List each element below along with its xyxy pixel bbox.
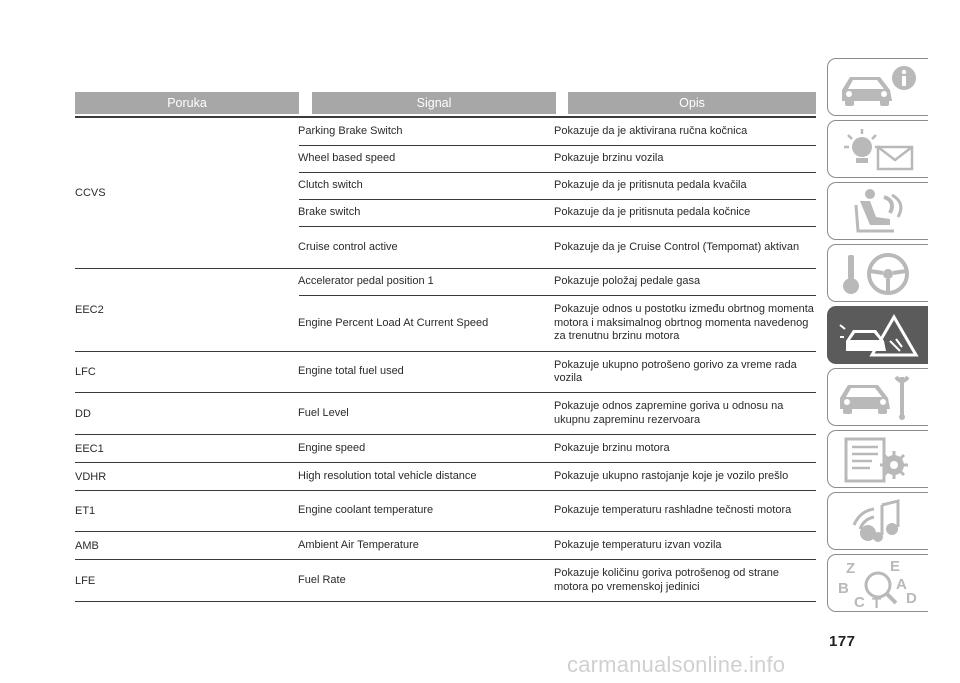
tab-specifications[interactable] (827, 430, 928, 488)
table-row (299, 269, 816, 295)
table-group-lfe (75, 560, 816, 602)
car-info-icon (836, 63, 922, 113)
header-signal: Signal (312, 92, 556, 114)
tab-warning-lights[interactable] (827, 120, 928, 178)
table-row (299, 295, 816, 351)
table-group-amb (75, 532, 816, 560)
index-letter: E (890, 559, 901, 575)
signal-cell: Accelerator pedal position 1 (298, 275, 434, 288)
key-steering-wheel-icon (836, 249, 922, 299)
opis-cell: Pokazuje brzinu vozila (554, 152, 664, 165)
signal-cell: Engine coolant temperature (298, 504, 434, 517)
table-row (299, 463, 816, 490)
table-group-eec2 (75, 269, 816, 352)
tab-key-steering[interactable] (827, 244, 928, 302)
group-code: VDHR (75, 470, 107, 483)
header-poruka: Poruka (75, 92, 299, 114)
group-code: ET1 (75, 505, 96, 517)
chapter-tabs (827, 58, 928, 616)
opis-cell: Pokazuje da je pritisnuta pedala kočnice (554, 206, 751, 219)
index-letter: T (872, 595, 882, 609)
opis-cell: Pokazuje količinu goriva potrošenog od strane motora po vremenskoj jedinici (554, 567, 780, 593)
table-group-lfc (75, 352, 816, 393)
seat-airbag-icon (836, 187, 922, 237)
opis-cell: Pokazuje da je pritisnuta pedala kvačila (554, 179, 747, 192)
group-code: AMB (75, 539, 99, 552)
opis-cell: Pokazuje brzinu motora (554, 441, 670, 454)
car-maintenance-icon (836, 373, 922, 423)
signal-cell: Clutch switch (298, 179, 363, 192)
signal-cell: Parking Brake Switch (298, 124, 403, 137)
tab-multimedia[interactable] (827, 492, 928, 550)
group-code: EEC2 (75, 304, 104, 316)
table-group-et1 (75, 491, 816, 532)
table-group-vdhr (75, 463, 816, 491)
signal-cell: Fuel Rate (298, 573, 346, 586)
specs-gear-icon (836, 435, 922, 485)
index-letter: C (854, 594, 865, 609)
group-code: EEC1 (75, 442, 104, 455)
signal-cell: Engine Percent Load At Current Speed (298, 316, 489, 329)
table-row (299, 145, 816, 172)
table-group-dd (75, 393, 816, 435)
signal-cell: Brake switch (298, 206, 361, 219)
table-header (75, 92, 816, 114)
multimedia-icon (836, 497, 922, 547)
signal-cell: Wheel based speed (298, 152, 396, 165)
index-letter: D (906, 590, 917, 607)
table-row (299, 435, 816, 462)
index-letter: A (896, 576, 907, 593)
table-row (299, 199, 816, 226)
signal-table (75, 92, 816, 602)
group-code: LFE (75, 574, 96, 587)
tab-emergency[interactable] (827, 306, 928, 364)
group-code: DD (75, 407, 91, 420)
signal-cell: Engine total fuel used (298, 365, 404, 378)
index-letter: B (838, 580, 849, 597)
signal-cell: High resolution total vehicle distance (298, 469, 477, 482)
tab-car-info[interactable] (827, 58, 928, 116)
signal-cell: Ambient Air Temperature (298, 538, 419, 551)
signal-cell: Engine speed (298, 441, 366, 454)
header-opis: Opis (568, 92, 816, 114)
table-row (299, 491, 816, 531)
page-number: 177 (829, 633, 856, 650)
opis-cell: Pokazuje odnos zapremine goriva u odnosu na ukupnu zapreminu rezervoara (554, 400, 784, 426)
watermark: carmanualsonline.info (567, 652, 786, 677)
table-row (299, 560, 816, 601)
opis-cell: Pokazuje ukupno potrošeno gorivo za vreme rada vozila (554, 358, 797, 384)
table-row (299, 226, 816, 268)
tab-index[interactable] (827, 554, 928, 612)
group-code: CCVS (75, 187, 106, 199)
table-group-eec1 (75, 435, 816, 463)
group-code: LFC (75, 366, 96, 378)
table-row (299, 532, 816, 559)
tab-maintenance[interactable] (827, 368, 928, 426)
index-letter: Z (846, 560, 856, 577)
opis-cell: Pokazuje da je Cruise Control (Tempomat) aktivan (554, 240, 800, 253)
signal-cell: Fuel Level (298, 406, 349, 419)
warning-lights-message-icon (836, 125, 922, 175)
opis-cell: Pokazuje da je aktivirana ručna kočnica (554, 124, 748, 137)
table-row (299, 393, 816, 434)
alphabetical-index-icon (836, 559, 922, 609)
opis-cell: Pokazuje ukupno rastojanje koje je vozilo prešlo (554, 469, 789, 482)
tab-seat-airbag[interactable] (827, 182, 928, 240)
opis-cell: Pokazuje odnos u postotku između obrtnog momenta motora i maksimalnog obrtnog momenta navedenog za trenutnu brzinu motora (554, 303, 814, 343)
table-group-ccvs (75, 118, 816, 269)
opis-cell: Pokazuje položaj pedale gasa (554, 275, 701, 288)
emergency-triangle-icon (836, 311, 922, 361)
opis-cell: Pokazuje temperaturu rashladne tečnosti motora (554, 504, 792, 517)
opis-cell: Pokazuje temperaturu izvan vozila (554, 538, 722, 551)
table-row (299, 118, 816, 145)
signal-cell: Cruise control active (298, 240, 398, 253)
table-row (299, 172, 816, 199)
table-row (299, 352, 816, 392)
